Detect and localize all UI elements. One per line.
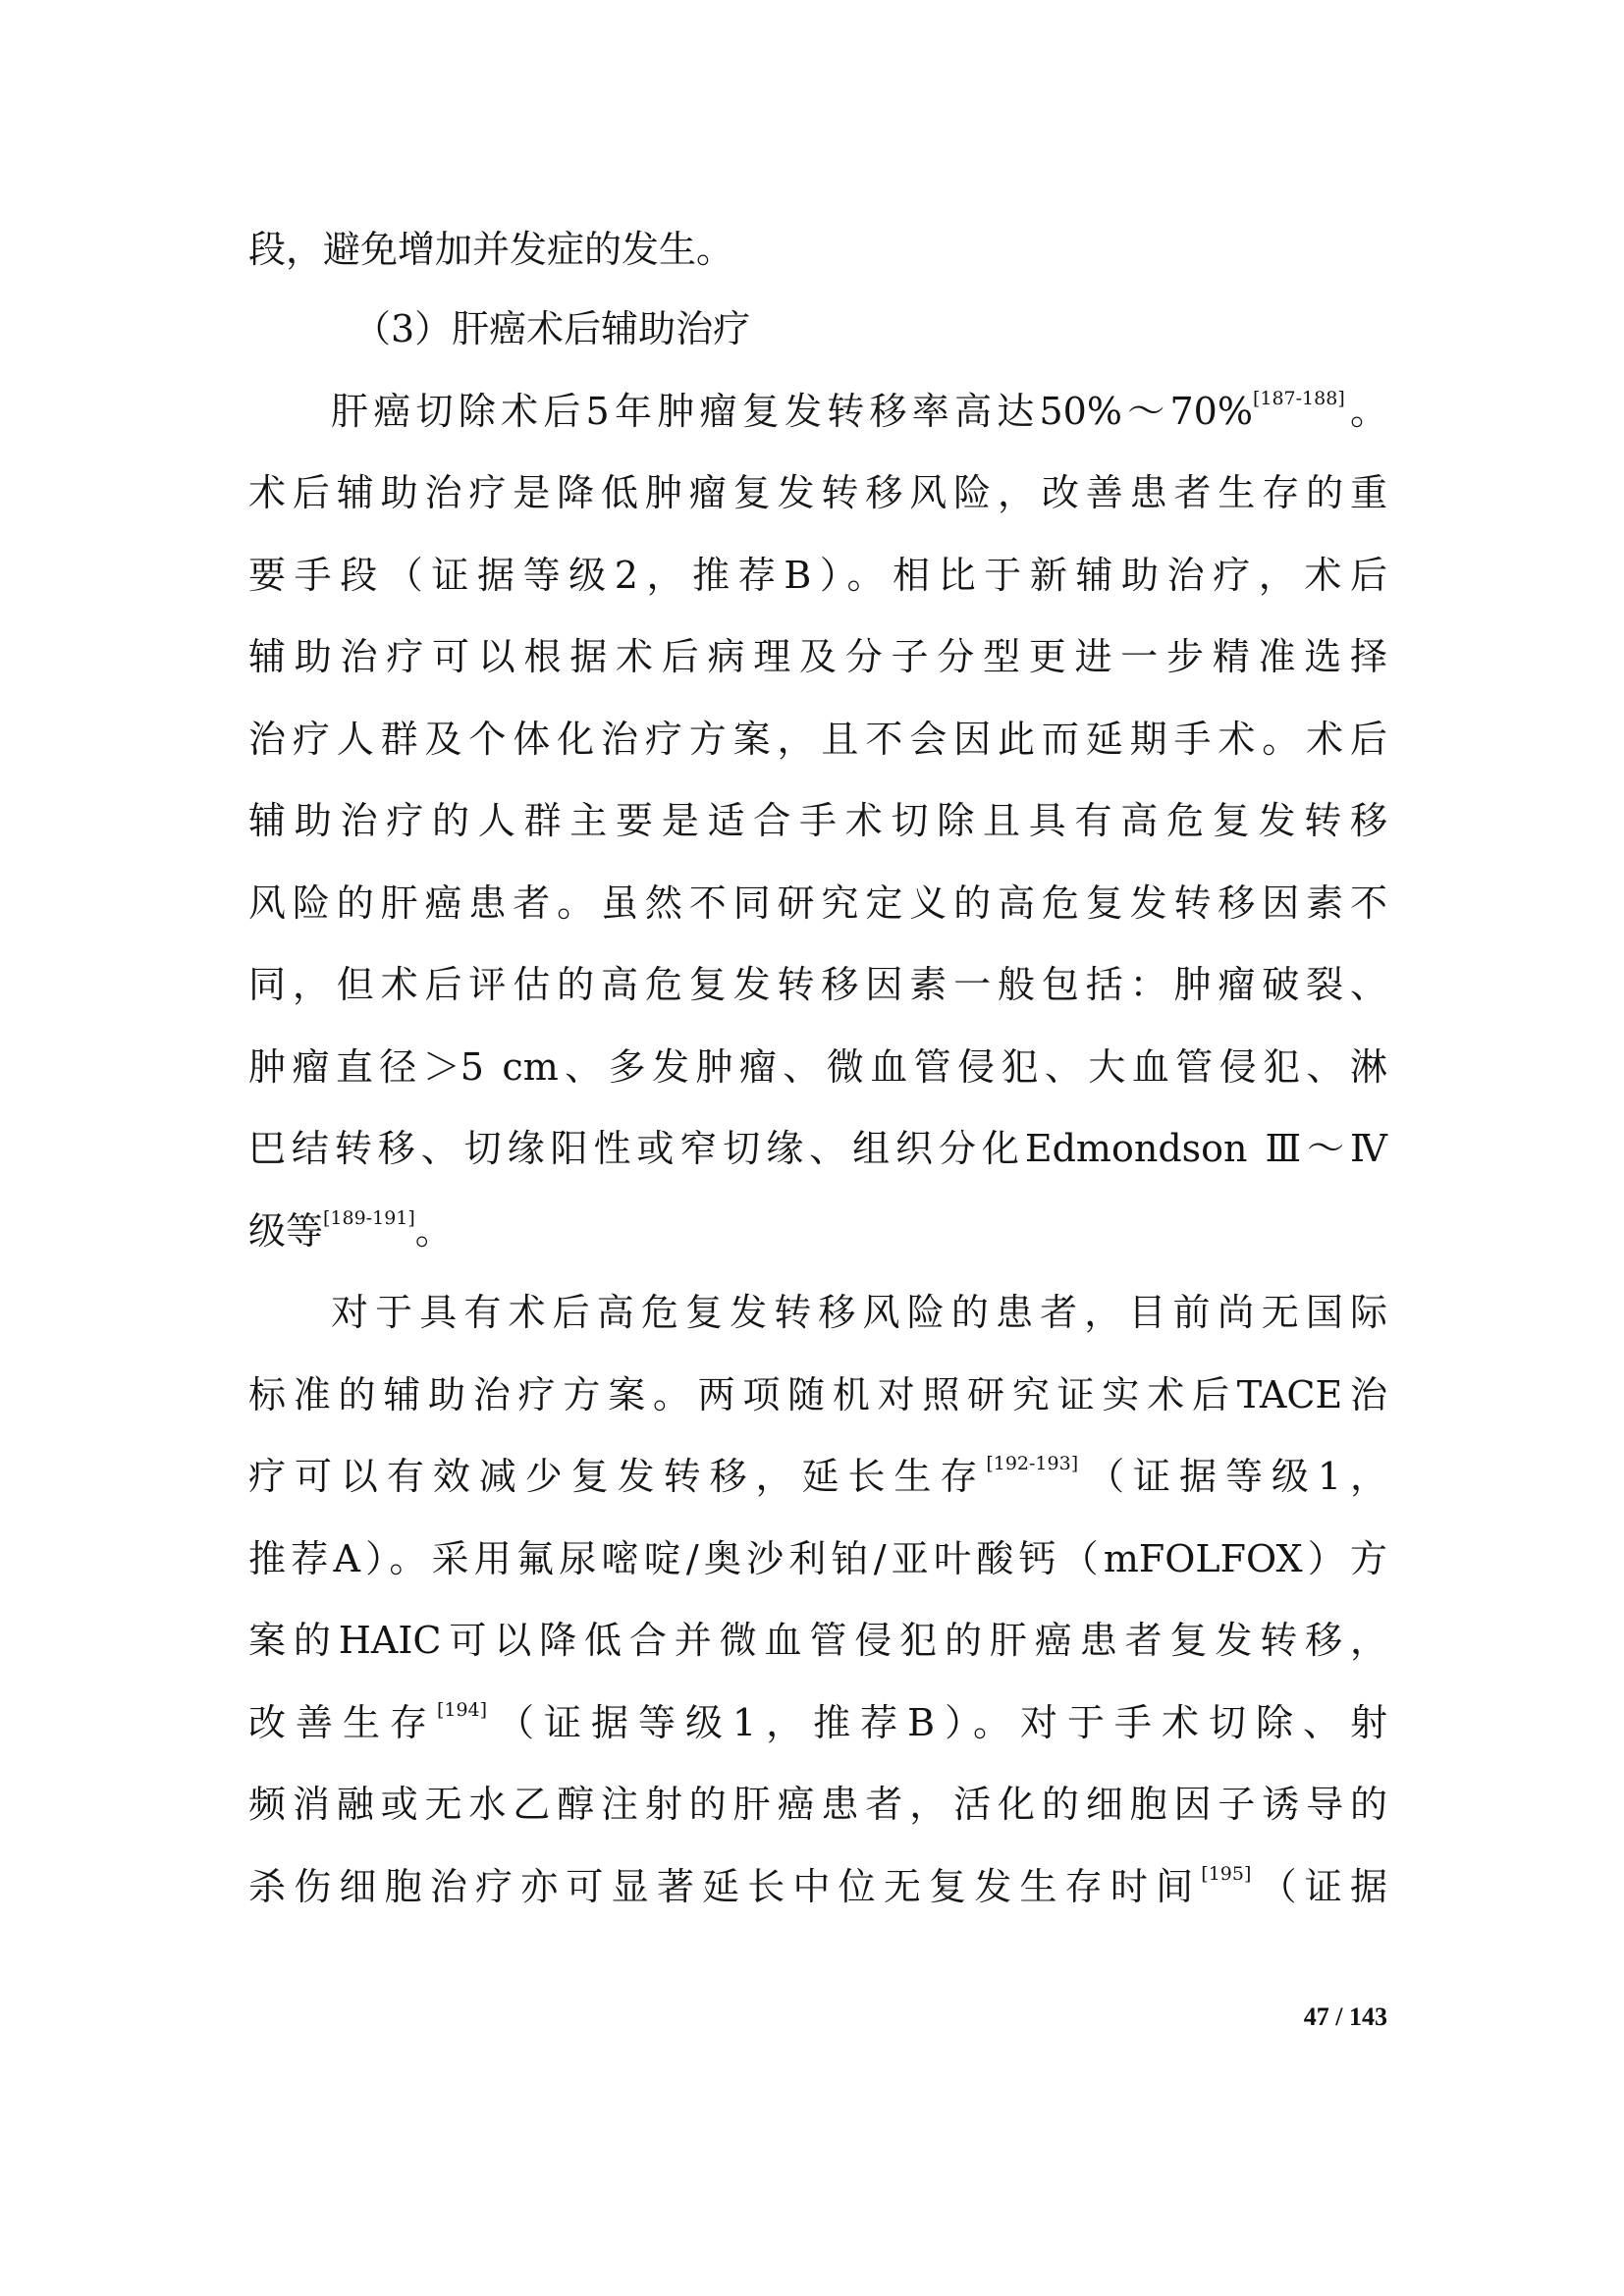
- text-line-16: [248, 1447, 1387, 1506]
- line-text: 辅助治疗可以根据术后病理及分子分型更进一步精准选择: [248, 635, 1387, 678]
- text-line-5: [248, 546, 1387, 605]
- line-text: 术后辅助治疗是降低肿瘤复发转移风险，改善患者生存的重: [248, 471, 1387, 514]
- text-line-14: [331, 1283, 1387, 1342]
- text-line-1: [248, 220, 1387, 279]
- text-line-21: [248, 1857, 1387, 1916]
- line-text: 杀伤细胞治疗亦可显著延长中位无复发生存时间: [248, 1865, 1202, 1908]
- line-text: （证据: [1251, 1865, 1387, 1908]
- line-text: 段，避免增加并发症的发生。: [248, 228, 734, 271]
- text-line-8: [248, 791, 1387, 850]
- text-line-15: [248, 1365, 1387, 1424]
- line-text: 肿瘤直径＞5 cm、多发肿瘤、微血管侵犯、大血管侵犯、淋: [248, 1045, 1387, 1089]
- citation-ref[interactable]: [189-191]: [323, 1207, 415, 1229]
- line-text: 对于具有术后高危复发转移风险的患者，目前尚无国际: [331, 1291, 1387, 1334]
- text-line-10: [248, 955, 1387, 1014]
- line-text: 要手段（证据等级2，推荐B）。相比于新辅助治疗，术后: [248, 554, 1387, 597]
- line-text: 级等: [248, 1209, 324, 1253]
- citation-ref[interactable]: [194]: [436, 1699, 488, 1721]
- line-text: 案的HAIC可以降低合并微血管侵犯的肝癌患者复发转移，: [248, 1619, 1387, 1662]
- line-text: 风险的肝癌患者。虽然不同研究定义的高危复发转移因素不: [248, 881, 1387, 925]
- text-line-9: [248, 874, 1387, 933]
- text-line-4: [248, 463, 1387, 522]
- text-line-11: [248, 1038, 1387, 1096]
- line-text: 辅助治疗的人群主要是适合手术切除且具有高危复发转移: [248, 799, 1387, 842]
- citation-ref[interactable]: [195]: [1201, 1863, 1252, 1885]
- line-text: 巴结转移、切缘阳性或窄切缘、组织分化Edmondson Ⅲ～Ⅳ: [248, 1127, 1387, 1170]
- line-text: 同，但术后评估的高危复发转移因素一般包括：肿瘤破裂、: [248, 963, 1387, 1006]
- line-text: 。: [414, 1209, 453, 1253]
- citation-ref[interactable]: [192-193]: [986, 1453, 1079, 1474]
- heading-text: （3）肝癌术后辅助治疗: [353, 307, 751, 350]
- line-text: 治疗人群及个体化治疗方案，且不会因此而延期手术。术后: [248, 718, 1387, 761]
- line-text: 改善生存: [248, 1701, 437, 1744]
- page-number: 47 / 143: [1303, 2002, 1387, 2031]
- text-line-7: [248, 710, 1387, 769]
- line-text: 。: [1344, 390, 1387, 433]
- text-line-12: [248, 1119, 1387, 1178]
- line-text: 频消融或无水乙醇注射的肝癌患者，活化的细胞因子诱导的: [248, 1783, 1387, 1826]
- line-text: 推荐A）。采用氟尿嘧啶/奥沙利铂/亚叶酸钙（mFOLFOX）方: [248, 1537, 1387, 1580]
- text-line-6: [248, 627, 1387, 686]
- text-line-19: [248, 1693, 1387, 1752]
- text-line-3: [331, 382, 1387, 441]
- line-text: （证据等级1，推荐B）。对于手术切除、射: [487, 1701, 1387, 1744]
- section-heading: [353, 299, 750, 358]
- text-line-18: [248, 1611, 1387, 1670]
- text-line-17: [248, 1529, 1387, 1588]
- line-text: 疗可以有效减少复发转移，延长生存: [248, 1455, 987, 1498]
- line-text: （证据等级1，: [1078, 1455, 1387, 1498]
- citation-ref[interactable]: [187-188]: [1252, 388, 1345, 409]
- text-line-13: [248, 1201, 1387, 1260]
- line-text: 肝癌切除术后5年肿瘤复发转移率高达50%～70%: [331, 390, 1253, 433]
- line-text: 标准的辅助治疗方案。两项随机对照研究证实术后TACE治: [248, 1373, 1387, 1416]
- text-line-20: [248, 1775, 1387, 1834]
